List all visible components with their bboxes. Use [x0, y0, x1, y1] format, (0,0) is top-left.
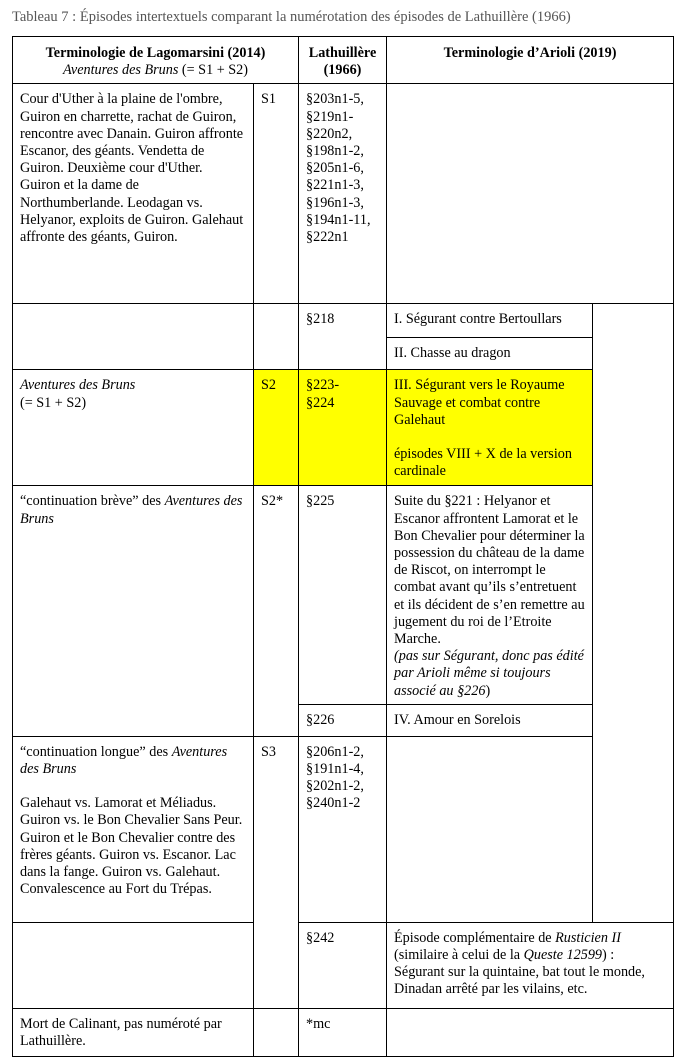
header-lagomarsini-sub: (= S1 + S2)	[178, 62, 248, 79]
row4-arioli-extra: épisodes VIII + X de la version cardinale	[394, 446, 572, 480]
header-lathuillere-line2: (1966)	[323, 62, 362, 79]
row1-code: S1	[254, 84, 299, 304]
row5-arioli-text: Suite du §221 : Helyanor et Escanor affrontent Lamorat et le Bon Chevalier pour déterminer la possession du château de la dame de Riscot, on interrompt le combat avant qu’ils s’entretuent et ils décident de s’en remettre au jugement du roi de l’Etroite Marche.	[394, 493, 585, 648]
row4-description-rest: (= S1 + S2)	[20, 394, 87, 411]
header-lathuillere-line1: Lathuillère	[308, 45, 377, 61]
row7-description-italic: Aventures des Bruns	[20, 743, 228, 778]
table-header-row	[13, 37, 674, 84]
row4-refs	[299, 370, 387, 486]
episodes-table	[12, 36, 674, 1057]
table-row	[13, 84, 674, 304]
row4-description-italic: Aventures des Bruns	[20, 377, 136, 394]
row1-ref: §222n1	[306, 229, 349, 246]
table-row	[13, 486, 674, 704]
row8-ref: §242	[299, 922, 387, 1008]
row1-ref: §220n2,	[306, 125, 353, 142]
row9-arioli-empty	[387, 1008, 674, 1056]
row4-ref: §224	[306, 394, 335, 411]
row8-description-empty	[13, 922, 254, 1008]
row6-ref: §226	[299, 704, 387, 736]
row5-description-italic: Aventures des Bruns	[20, 493, 243, 527]
row5-description-pre: “continuation brève” des	[20, 493, 165, 510]
row7-arioli-empty	[387, 736, 674, 922]
row9-ref: *mc	[299, 1008, 387, 1056]
row2-code-empty	[254, 304, 299, 370]
row5-arioli-note-end: )	[485, 682, 491, 699]
row5-arioli-note-ref: §226	[457, 682, 486, 699]
row5-ref: §225	[299, 486, 387, 704]
row9-description: Mort de Calinant, pas numéroté par Lathuillère.	[13, 1008, 254, 1056]
row7-description-body: Galehaut vs. Lamorat et Méliadus. Guiron vs. le Bon Chevalier Sans Peur. Guiron et le Bon Chevalier contre des frères géants. Guiron vs. Escanor. Lac dans la fange. Guiron vs. Galehaut. Convalescence au Fort du Trépas.	[20, 795, 243, 898]
row1-ref: §205n1-6,	[306, 160, 364, 177]
row1-arioli-empty	[387, 84, 674, 304]
row7-code: S3	[254, 736, 299, 1008]
row1-ref: §219n1-	[306, 108, 354, 125]
header-lagomarsini-sub-italic: Aventures des Bruns	[63, 62, 179, 79]
row4-arioli-title: III. Ségurant vers le Royaume Sauvage et combat contre Galehaut	[394, 377, 565, 428]
row3-arioli: II. Chasse au dragon	[387, 338, 593, 370]
row7-description-pre: “continuation longue” des	[20, 743, 172, 760]
row8-arioli-italic1: Rusticien II	[555, 929, 621, 946]
row4-code: S2	[254, 370, 299, 486]
row1-ref: §196n1-3,	[306, 194, 364, 211]
row7-description	[13, 736, 254, 922]
table-row	[13, 1008, 674, 1056]
row1-description: Cour d'Uther à la plaine de l'ombre, Guiron en charrette, rachat de Guiron, rencontre avec Danain. Guiron affronte Escanor, des géants. Vendetta de Guiron. Deuxième cour d'Uther. Guiron et la dame de Northumberlande. Leodagan vs. Helyanor, exploits de Guiron. Galehaut affronte des géants, Guiron.	[13, 84, 254, 304]
row7-ref: §191n1-4,	[306, 761, 364, 778]
row8-arioli-pre: Épisode complémentaire de	[394, 929, 556, 946]
row8-arioli-mid: (similaire à celui de la	[394, 947, 524, 964]
row9-code-empty	[254, 1008, 299, 1056]
row1-ref: §221n1-3,	[306, 177, 364, 194]
table-row	[13, 922, 674, 1008]
row8-arioli-italic2: Queste 12599	[523, 947, 603, 964]
table-row	[13, 304, 674, 338]
header-lathuillere	[299, 37, 387, 84]
header-lagomarsini-title: Terminologie de Lagomarsini (2014)	[45, 45, 266, 61]
row2-description-empty	[13, 304, 254, 370]
row1-ref: §194n1-11,	[306, 211, 371, 228]
row1-ref: §198n1-2,	[306, 143, 364, 160]
row2-ref: §218	[299, 304, 387, 370]
row5-code: S2*	[254, 486, 299, 736]
row5-arioli	[387, 486, 593, 704]
row5-arioli-note	[394, 648, 585, 700]
row5-arioli-note-pre: (pas sur Ségurant, donc pas édité par Arioli même si toujours associé au	[394, 648, 584, 699]
row7-ref: §206n1-2,	[306, 743, 364, 760]
row4-arioli	[387, 370, 593, 486]
row4-ref: §223-	[306, 377, 340, 394]
table-caption: Tableau 7 : Épisodes intertextuels comparant la numérotation des épisodes de Lathuillère (1966)	[12, 9, 571, 25]
row7-ref: §240n1-2	[306, 795, 361, 812]
header-lagomarsini	[13, 37, 299, 84]
row8-arioli	[387, 922, 674, 1008]
row5-description	[13, 486, 254, 736]
row4-description	[13, 370, 254, 486]
row7-refs	[299, 736, 387, 922]
table-row	[13, 736, 674, 922]
header-arioli: Terminologie d’Arioli (2019)	[387, 37, 674, 84]
row8-arioli-post: ) : Ségurant sur la quintaine, bat tout le monde, Dinadan arrêté par les vilains, etc.	[394, 947, 645, 998]
row7-ref: §202n1-2,	[306, 778, 364, 795]
row1-ref: §203n1-5,	[306, 91, 364, 108]
row2-arioli: I. Ségurant contre Bertoullars	[387, 304, 593, 338]
row1-refs	[299, 84, 387, 304]
table-row	[13, 370, 674, 486]
row6-arioli: IV. Amour en Sorelois	[387, 704, 593, 736]
